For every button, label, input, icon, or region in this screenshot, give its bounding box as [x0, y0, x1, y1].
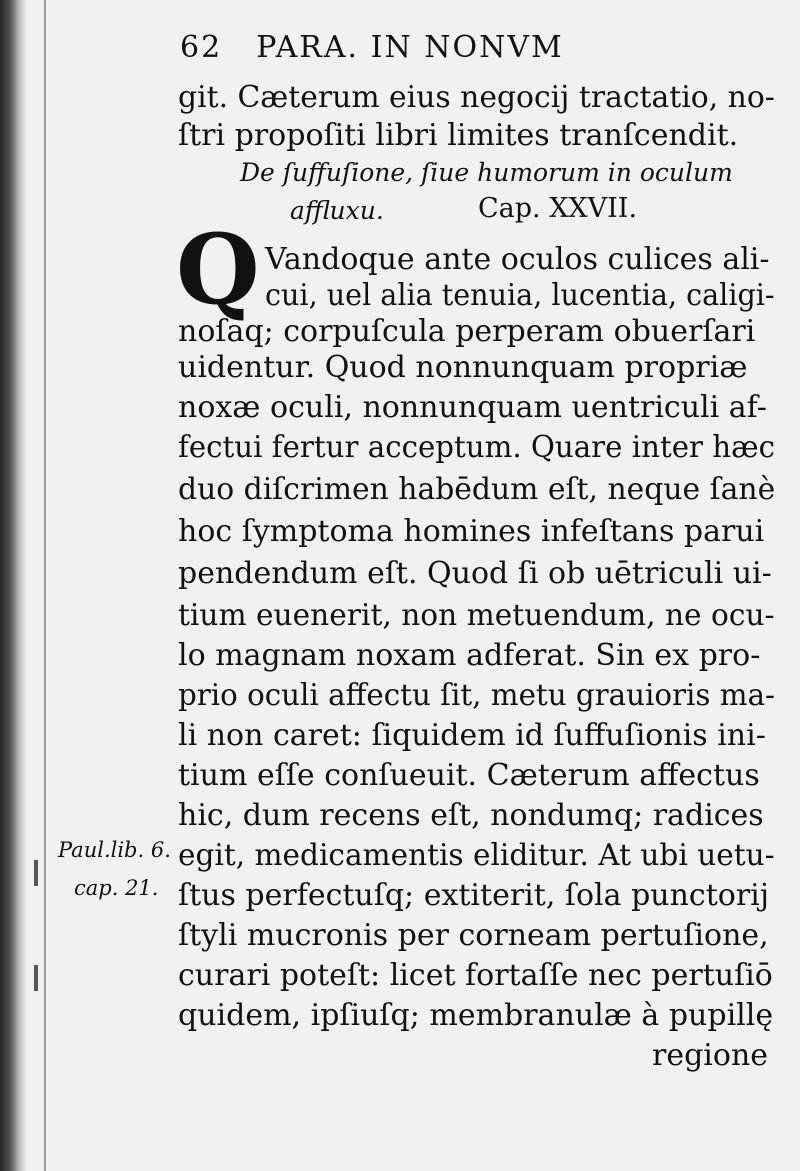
- marginal-note-line-2: cap. 21.: [74, 876, 159, 900]
- text-line: duo diſcrimen habēdum eſt, neque ſanè: [178, 472, 776, 507]
- text-line: noxæ oculi, nonnunquam uentriculi af-: [178, 390, 767, 425]
- text-line: uidentur. Quod nonnunquam propriæ: [178, 350, 748, 385]
- chapter-heading-line-2: affluxu.: [290, 196, 384, 225]
- text-line: pendendum eſt. Quod ſi ob uētriculi ui-: [178, 556, 772, 591]
- text-line: ſtyli mucronis per corneam pertuſione,: [178, 918, 769, 953]
- text-line: tium euenerit, non metuendum, ne ocu-: [178, 598, 775, 633]
- drop-cap-letter: Q: [176, 213, 260, 326]
- catchword: regione: [652, 1038, 769, 1073]
- text-line: prio oculi affectu ſit, metu grauioris ma-: [178, 678, 775, 713]
- text-line: curari poteſt: licet fortaſſe nec pertuſiō: [178, 958, 773, 993]
- text-line: ſtri propoſiti libri limites tranſcendit.: [178, 118, 739, 153]
- text-line: ſtus perfectuſq; extiterit, ſola punctorij: [178, 878, 770, 913]
- text-line: Vandoque ante oculos culices ali-: [265, 242, 770, 277]
- chapter-heading-line-1: De ſuffuſione, ſiue humorum in oculum: [240, 158, 733, 187]
- text-line: fectui fertur acceptum. Quare inter hæc: [178, 430, 776, 465]
- page-number: 62: [180, 30, 223, 65]
- text-line: cui, uel alia tenuia, lucentia, caligi-: [265, 278, 775, 313]
- text-line: tium eſſe conſueuit. Cæterum affectus: [178, 758, 760, 793]
- text-line: li non caret: ſiquidem id ſuffuſionis ini-: [178, 718, 766, 753]
- running-title: PARA. IN NONVM: [256, 30, 564, 65]
- text-line: lo magnam noxam adferat. Sin ex pro-: [178, 638, 761, 673]
- text-line: noſaq; corpuſcula perperam obuerſari: [178, 314, 756, 349]
- text-line: git. Cæterum eius negocij tractatio, no-: [178, 80, 775, 115]
- text-line: hic, dum recens eſt, nondumq; radices: [178, 798, 764, 833]
- marginal-note-line-1: Paul.lib. 6.: [58, 838, 171, 862]
- text-line: hoc ſymptoma homines infeſtans parui: [178, 514, 765, 549]
- text-line: egit, medicamentis eliditur. At ubi uetu-: [178, 838, 775, 873]
- text-line: quidem, ipſiuſq; membranulæ à pupillę: [178, 998, 774, 1033]
- chapter-number: Cap. XXVII.: [478, 193, 638, 224]
